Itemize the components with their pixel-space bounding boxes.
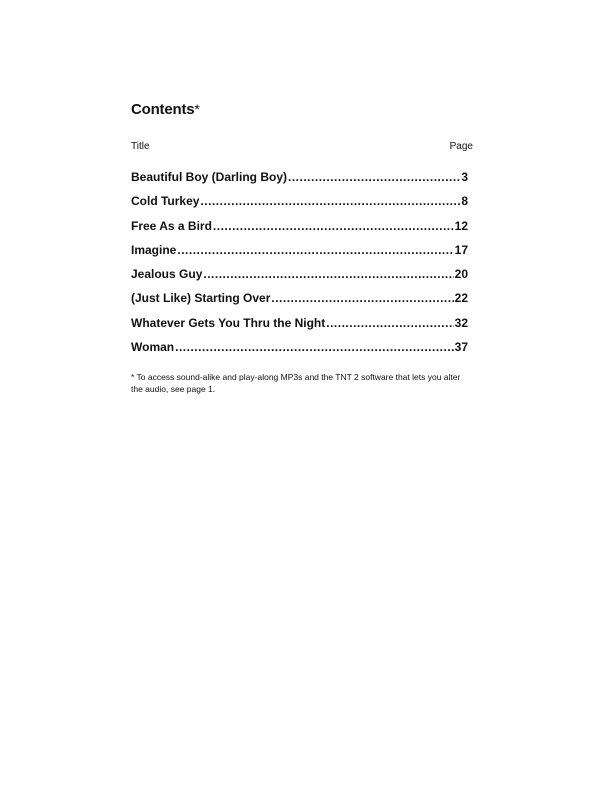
- toc-entry[interactable]: [131, 194, 468, 218]
- dot-leader: [200, 194, 460, 208]
- toc-entry[interactable]: [131, 291, 468, 315]
- footnote: * To access sound-alike and play-along MP3s and the TNT 2 software that lets you alter the audio, see page 1.: [131, 372, 461, 394]
- toc-entry-title: Whatever Gets You Thru the Night: [131, 315, 326, 330]
- toc-entry-page: 22: [454, 291, 468, 306]
- column-headers: [131, 141, 473, 155]
- toc-entry[interactable]: [131, 170, 468, 194]
- toc-entry-page: 17: [454, 242, 468, 257]
- dot-leader: [177, 243, 453, 257]
- toc-entry-title: (Just Like) Starting Over: [131, 291, 271, 306]
- page-column-label: Page: [449, 141, 473, 152]
- toc-entry-title: Imagine: [131, 242, 177, 257]
- contents-asterisk: *: [194, 101, 200, 117]
- contents-title: Contents: [131, 101, 195, 118]
- toc-entry[interactable]: [131, 219, 468, 243]
- toc-entry-page: 12: [454, 218, 468, 233]
- table-of-contents: [131, 170, 468, 364]
- toc-entry-page: 37: [454, 340, 468, 355]
- dot-leader: [175, 340, 454, 354]
- toc-entry-title: Beautiful Boy (Darling Boy): [131, 170, 288, 184]
- toc-entry-title: Jealous Guy: [131, 267, 203, 282]
- toc-entry-title: Free As a Bird: [131, 218, 212, 233]
- toc-entry-page: 3: [461, 170, 468, 184]
- dot-leader: [271, 291, 453, 305]
- contents-heading: [131, 101, 200, 118]
- toc-entry[interactable]: [131, 243, 468, 267]
- toc-entry-page: 20: [454, 267, 468, 282]
- toc-entry-title: Cold Turkey: [131, 194, 200, 209]
- toc-entry-page: 8: [461, 194, 468, 209]
- dot-leader: [326, 316, 453, 330]
- dot-leader: [288, 170, 460, 184]
- toc-entry-page: 32: [454, 315, 468, 330]
- toc-entry[interactable]: [131, 340, 468, 364]
- dot-leader: [203, 267, 453, 281]
- title-column-label: Title: [131, 141, 150, 152]
- toc-entry[interactable]: [131, 316, 468, 340]
- toc-entry-title: Woman: [131, 340, 175, 355]
- dot-leader: [213, 219, 454, 233]
- toc-entry[interactable]: [131, 267, 468, 291]
